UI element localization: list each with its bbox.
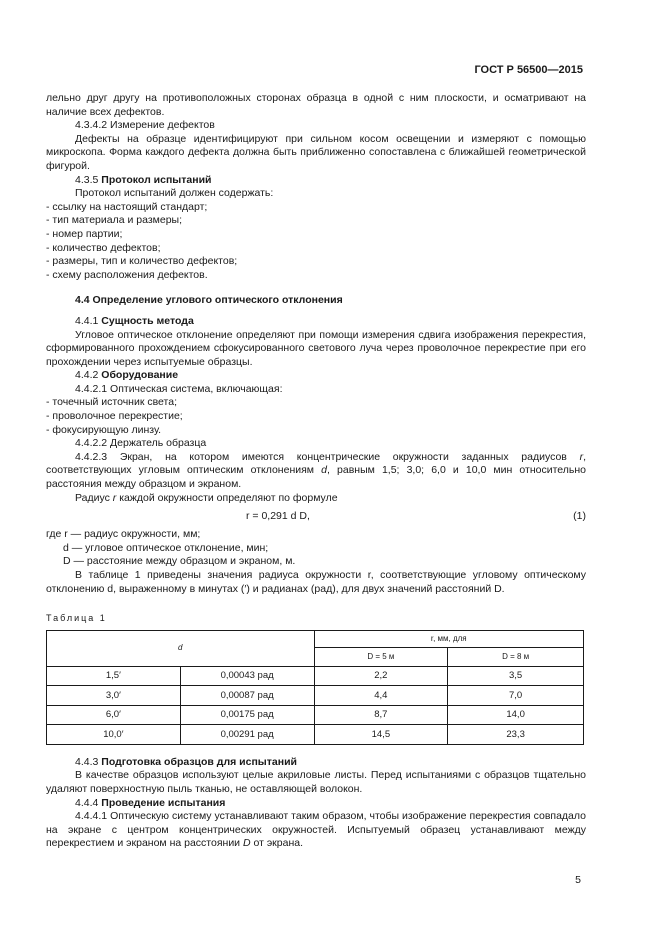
variable-D: D (242, 837, 251, 850)
cell-d8: 3,5 (448, 666, 584, 686)
cell-d5: 14,5 (314, 725, 448, 745)
paragraph (46, 492, 586, 506)
paragraph: Угловое оптическое отклонение определяют при помощи измерения сдвига изображения перекрестия, сформированного прохождением сфокусированного светового луча через проволочное перекрестие при его прохождении через испытуемые образцы. (46, 328, 586, 368)
cell-radians: 0,00043 рад (180, 666, 314, 686)
cell-d8: 7,0 (448, 686, 584, 706)
header-d5: D = 5 м (314, 647, 448, 666)
cell-d5: 4,4 (314, 686, 448, 706)
subsection-heading (46, 756, 586, 770)
paragraph: В таблице 1 приведены значения радиуса окружности r, соответствующие угловому оптическому отклонению d, выраженному в минутах (′) и радианах (рад), для двух значений расстояний D. (46, 569, 586, 595)
cell-d5: 2,2 (314, 666, 448, 686)
where-line: где r — радиус окружности, мм; (46, 528, 201, 541)
cell-minutes: 6,0′ (47, 705, 181, 725)
text-run: Радиус (75, 491, 113, 504)
section-number: 4.4.4 (75, 796, 102, 809)
header-d8: D = 8 м (448, 647, 584, 666)
formula: r = 0,291 d D, (246, 510, 310, 523)
cell-minutes: 10,0′ (47, 725, 181, 745)
cell-d8: 23,3 (448, 725, 584, 745)
cell-radians: 0,00175 рад (180, 705, 314, 725)
subsection-heading (46, 174, 586, 188)
subsection-heading (46, 797, 586, 811)
variable-d: d (321, 464, 327, 477)
section-title: Сущность метода (101, 314, 194, 327)
variable-r: r (112, 491, 117, 504)
header-d: d (47, 630, 315, 666)
section-number: 4.4.1 (75, 314, 102, 327)
cell-minutes: 3,0′ (47, 686, 181, 706)
paragraph: 4.4.2.1 Оптическая система, включающая: (75, 382, 283, 395)
subsection-heading (46, 315, 586, 329)
document-id-header: ГОСТ Р 56500—2015 (474, 64, 583, 76)
table-caption: Таблица 1 (46, 613, 107, 624)
table-row (47, 705, 584, 725)
paragraph (46, 810, 586, 851)
paragraph: В качестве образцов используют целые акриловые листы. Перед испытаниями с образцов тщательно удаляют поверхностную пыль тканью, не оставляющей волокон. (46, 769, 586, 795)
cell-d5: 8,7 (314, 705, 448, 725)
formula-row (46, 510, 586, 524)
text-run: , соответствующих угловым оптическим отклонениям (46, 450, 586, 477)
formula-number: (1) (573, 510, 586, 523)
table-row (47, 666, 584, 686)
text-run: каждой окружности определяют по формуле (116, 491, 338, 504)
paragraph (46, 451, 586, 492)
list-item: - фокусирующую линзу. (46, 423, 162, 436)
cell-radians: 0,00291 рад (180, 725, 314, 745)
page-number: 5 (575, 874, 581, 886)
list-item: - схему расположения дефектов. (46, 268, 208, 281)
list-item: - количество дефектов; (46, 241, 161, 254)
where-line: d — угловое оптическое отклонение, мин; (63, 541, 269, 554)
section-title: Протокол испытаний (101, 173, 212, 186)
cell-d8: 14,0 (448, 705, 584, 725)
text-run: 4.4.2.3 Экран, на котором имеются концентрические окружности заданных радиусов (75, 450, 580, 463)
paragraph: 4.4.2.2 Держатель образца (75, 437, 207, 450)
subsection-heading (46, 369, 586, 383)
cell-minutes: 1,5′ (47, 666, 181, 686)
document-body (46, 92, 586, 851)
table-row (47, 686, 584, 706)
list-item: - тип материала и размеры; (46, 214, 182, 227)
equipment-list (46, 396, 586, 437)
section-title: Подготовка образцов для испытаний (101, 755, 297, 768)
text-run: , равным 1,5; 3,0; 6,0 и 10,0 мин относительно расстояния между образцом и экраном. (46, 464, 586, 491)
text-run: от экрана. (250, 837, 304, 850)
list-item: - точечный источник света; (46, 396, 177, 409)
section-number: 4.3.5 (75, 173, 102, 186)
section-heading: 4.4 Определение углового оптического отклонения (75, 294, 343, 307)
list-item: - проволочное перекрестие; (46, 410, 183, 423)
list-item: - размеры, тип и количество дефектов; (46, 255, 238, 268)
paragraph: Дефекты на образце идентифицируют при сильном косом освещении и измеряют с помощью микроскопа. Форма каждого дефекта должна быть приближенно сопоставлена с ближайшей геометрической фигурой. (46, 132, 586, 172)
text-run: 4.4.4.1 Оптическую систему устанавливают таким образом, чтобы изображение перекрестия совпадало на экране с центром концентрических окружностей. Испытуемый образец устанавливают между перекрестием и экраном на расстоянии (46, 810, 586, 850)
protocol-list (46, 201, 586, 283)
paragraph: Протокол испытаний должен содержать: (75, 187, 274, 200)
table-row (47, 725, 584, 745)
cell-radians: 0,00087 рад (180, 686, 314, 706)
where-line: D — расстояние между образцом и экраном, м. (63, 555, 296, 568)
variable-r: r (579, 450, 584, 463)
section-number: 4.4.2 (75, 369, 102, 382)
list-item: - ссылку на настоящий стандарт; (46, 200, 208, 213)
list-item: - номер партии; (46, 227, 123, 240)
section-number: 4.4.3 (75, 755, 102, 768)
header-r: r, мм, для (314, 630, 584, 647)
paragraph: лельно друг другу на противоположных сторонах образца в одной с ним плоскости, и осматривают на наличие всех дефектов. (46, 92, 586, 118)
data-table (46, 630, 584, 745)
section-title: Проведение испытания (101, 796, 226, 809)
section-title: Оборудование (101, 369, 179, 382)
subsection-heading: 4.3.4.2 Измерение дефектов (75, 119, 215, 132)
